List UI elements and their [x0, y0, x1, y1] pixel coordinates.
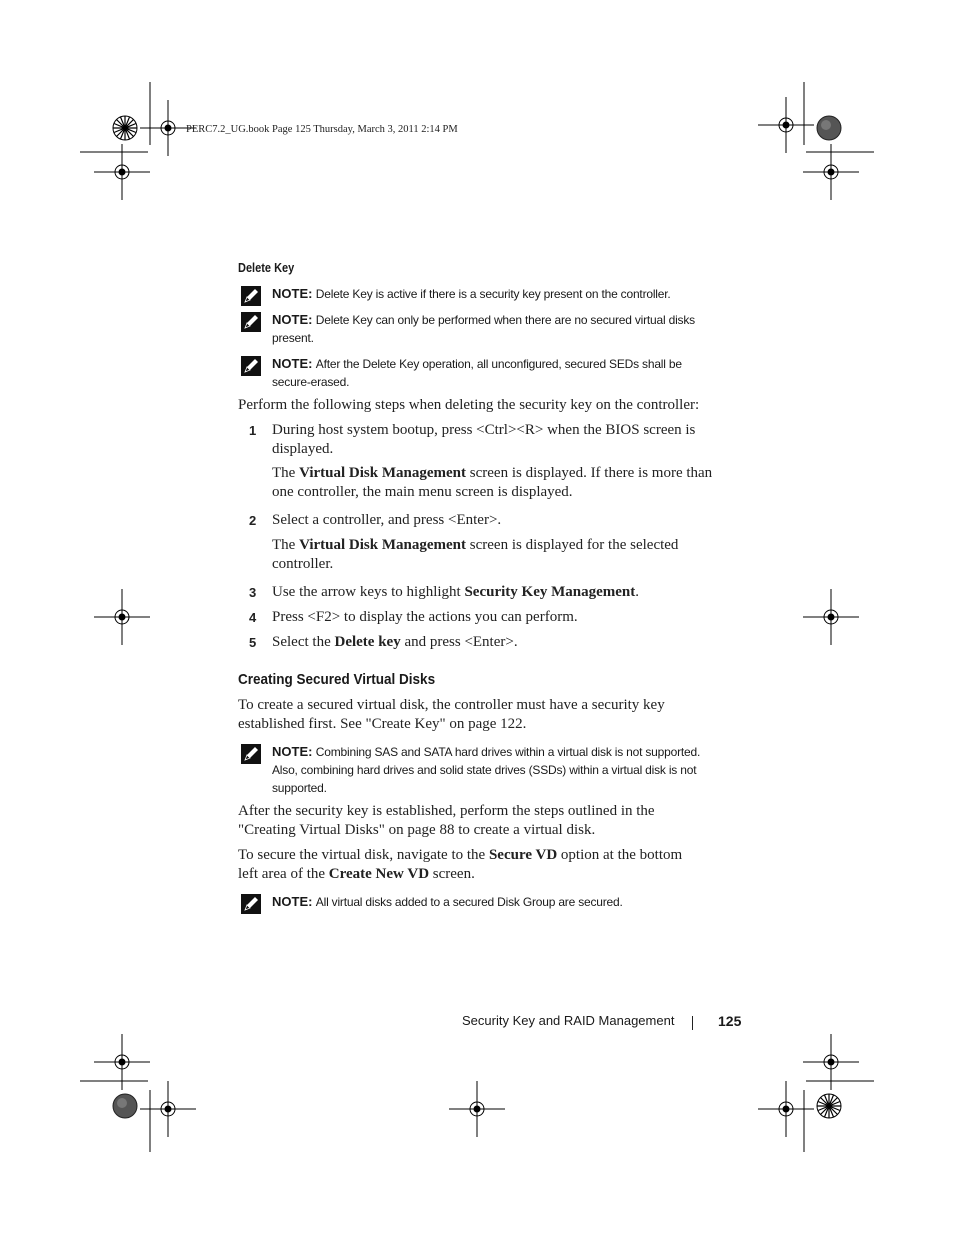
step-4	[238, 608, 738, 627]
ui-term: Virtual Disk Management	[299, 465, 467, 481]
paragraph-text: To secure the virtual disk, navigate to the	[238, 847, 489, 863]
page-footer	[462, 1013, 742, 1029]
paragraph-text: screen.	[429, 866, 475, 882]
ui-term: Create New VD	[328, 866, 430, 882]
ui-term: Virtual Disk Management	[299, 537, 467, 553]
note-pencil-icon	[240, 355, 262, 377]
paragraph	[238, 846, 738, 884]
step-text: Select the	[272, 634, 335, 650]
step-3	[238, 583, 738, 602]
note-pencil-icon	[240, 893, 262, 915]
page-content	[238, 259, 738, 911]
result-text: screen is displayed for the selected	[466, 537, 679, 553]
step-1	[238, 421, 738, 459]
result-text: The	[272, 537, 300, 553]
step-text: .	[635, 584, 640, 600]
note-pencil-icon	[240, 311, 262, 333]
step-2-result	[238, 536, 738, 574]
step-text: Press <F2> to display the actions you can perform.	[272, 609, 578, 625]
paragraph-text: left area of the	[238, 866, 329, 882]
note-label: NOTE:	[272, 744, 313, 759]
note-text-line3: supported.	[272, 781, 327, 795]
step-number: 3	[249, 585, 257, 600]
note	[238, 285, 738, 303]
footer-divider	[692, 1016, 693, 1030]
step-text: Use the arrow keys to highlight	[272, 584, 465, 600]
result-text-line2: controller.	[272, 556, 334, 572]
note-pencil-icon	[240, 285, 262, 307]
ui-term: Delete key	[334, 634, 401, 650]
step-text: Select a controller, and press <Enter>.	[272, 512, 502, 528]
footer-section-title: Security Key and RAID Management	[462, 1013, 675, 1028]
paragraph-line: established first. See "Create Key" on page 122.	[238, 716, 527, 732]
print-header: PERC7.2_UG.book Page 125 Thursday, March 3, 2011 2:14 PM	[186, 124, 458, 135]
note-text-line2: Also, combining hard drives and solid state drives (SSDs) within a virtual disk is not	[272, 763, 697, 777]
note-text: All virtual disks added to a secured Disk Group are secured.	[315, 895, 623, 909]
paragraph-line: To create a secured virtual disk, the controller must have a security key	[238, 697, 665, 713]
note-text-line2: present.	[272, 331, 314, 345]
result-text: The	[272, 465, 300, 481]
section-title-creating-secured-vd: Creating Secured Virtual Disks	[238, 671, 436, 688]
page-number: 125	[718, 1013, 742, 1029]
paragraph	[238, 696, 738, 734]
step-number: 2	[249, 513, 257, 528]
note-label: NOTE:	[272, 286, 313, 301]
result-text-line2: one controller, the main menu screen is displayed.	[272, 484, 573, 500]
result-text: screen is displayed. If there is more than	[466, 465, 713, 481]
note	[238, 743, 738, 797]
step-text-line2: displayed.	[272, 441, 334, 457]
step-text: and press <Enter>.	[400, 634, 518, 650]
paragraph-line: After the security key is established, perform the steps outlined in the	[238, 803, 655, 819]
step-text: During host system bootup, press <Ctrl><R> when the BIOS screen is	[272, 422, 696, 438]
paragraph-line: "Creating Virtual Disks" on page 88 to create a virtual disk.	[238, 822, 596, 838]
note-text: Combining SAS and SATA hard drives within a virtual disk is not supported.	[315, 745, 701, 759]
paragraph	[238, 802, 738, 840]
note	[238, 311, 738, 347]
paragraph-text: option at the bottom	[557, 847, 683, 863]
step-number: 4	[249, 610, 257, 625]
note-text: After the Delete Key operation, all unconfigured, secured SEDs shall be	[315, 357, 682, 371]
section-title-delete-key: Delete Key	[238, 261, 295, 275]
ui-term: Secure VD	[488, 847, 558, 863]
step-5	[238, 633, 738, 652]
step-1-result	[238, 464, 738, 502]
note-label: NOTE:	[272, 356, 313, 371]
note	[238, 893, 738, 911]
note-pencil-icon	[240, 743, 262, 765]
note-text: Delete Key is active if there is a security key present on the controller.	[315, 287, 671, 301]
step-2	[238, 511, 738, 530]
note	[238, 355, 738, 391]
note-label: NOTE:	[272, 312, 313, 327]
note-text: Delete Key can only be performed when there are no secured virtual disks	[315, 313, 695, 327]
note-text-line2: secure-erased.	[272, 375, 350, 389]
note-label: NOTE:	[272, 894, 313, 909]
step-number: 5	[249, 635, 257, 650]
intro-paragraph: Perform the following steps when deleting the security key on the controller:	[238, 397, 700, 413]
step-number: 1	[249, 423, 257, 438]
ui-term: Security Key Management	[464, 584, 636, 600]
